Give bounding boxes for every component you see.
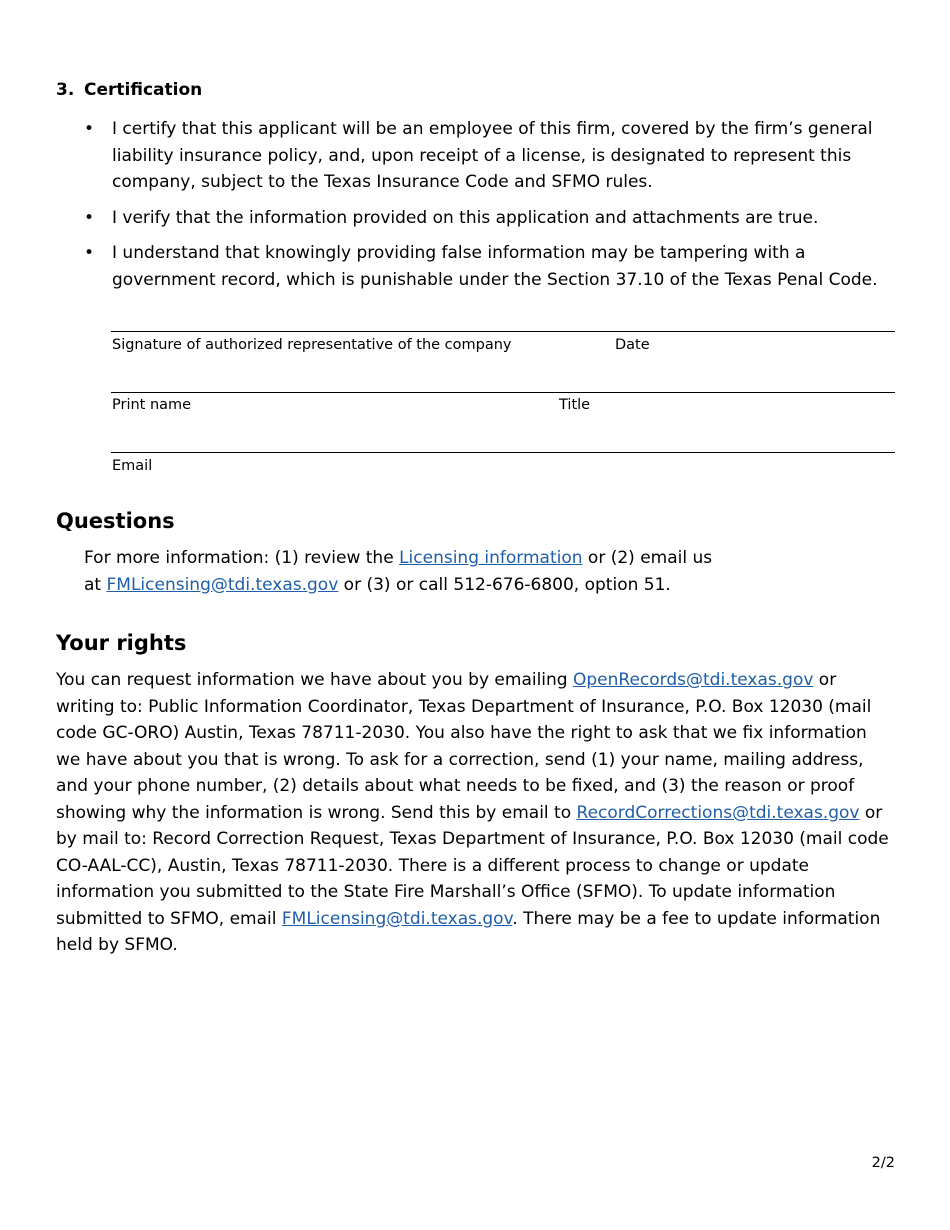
- title-label: Title: [559, 397, 591, 413]
- rights-paragraph: [56, 667, 896, 959]
- open-records-email-link[interactable]: OpenRecords@tdi.texas.gov: [573, 670, 814, 690]
- fm-licensing-email-link[interactable]: FMLicensing@tdi.texas.gov: [106, 574, 339, 595]
- bullet-icon: •: [84, 243, 95, 263]
- questions-paragraph: [84, 545, 724, 598]
- list-item: [56, 116, 896, 196]
- print-name-line[interactable]: [111, 392, 895, 393]
- list-item: [56, 240, 896, 293]
- list-item: [56, 205, 896, 232]
- licensing-information-link[interactable]: Licensing information: [399, 548, 583, 568]
- print-name-label: Print name: [112, 397, 192, 413]
- signature-label: Signature of authorized representative of the company: [112, 337, 512, 353]
- questions-text: or (3) or call 512-676-6800, option 51.: [338, 574, 671, 595]
- bullet-icon: •: [84, 207, 95, 228]
- page-number: 2/2: [871, 1155, 895, 1171]
- your-rights-heading: Your rights: [56, 631, 187, 655]
- record-corrections-email-link[interactable]: RecordCorrections@tdi.texas.gov: [576, 802, 860, 823]
- list-item-text: I verify that the information provided on this application and attachments are true.: [112, 207, 819, 228]
- questions-heading: Questions: [56, 509, 175, 533]
- rights-text: or writing to: Public Information Coordinator, Texas Department of Insurance, P.O. Box 12030 (mail code GC-ORO) Austin, Texas 78711-2030. You also have the right to ask that we fix information we have about you that is wrong. To ask for a correction, send (1) your name, mailing address, and your phone number, (2) details about what needs to be fixed, and (3) the reason or proof showing why the information is wrong. Send this by email to: [56, 670, 872, 823]
- fm-licensing-email-link[interactable]: FMLicensing@tdi.texas.gov: [281, 908, 513, 929]
- rights-text: You can request information we have about you by emailing: [56, 670, 573, 690]
- date-label: Date: [615, 337, 650, 353]
- certification-list: [56, 116, 896, 302]
- bullet-icon: •: [84, 119, 95, 139]
- rights-text: or by mail to: Record Correction Request, Texas Department of Insurance, P.O. Box 12030 (mail code CO-AAL-CC), Austin, Texas 78711-2030. There is a different process to change or update information you submitted to the State Fire Marshall’s Office (SFMO). To update information submitted to SFMO, email: [56, 802, 889, 929]
- email-label: Email: [112, 458, 153, 474]
- list-item-text: I understand that knowingly providing false information may be tampering with a government record, which is punishable under the Section 37.10 of the Texas Penal Code.: [112, 243, 878, 290]
- section-title: Certification: [84, 80, 203, 100]
- signature-line[interactable]: [111, 331, 895, 332]
- section-number: 3.: [56, 80, 75, 100]
- rights-text: . There may be a fee to update information held by SFMO.: [56, 908, 881, 955]
- list-item-text: I certify that this applicant will be an employee of this firm, covered by the firm’s general liability insurance policy, and, upon receipt of a license, is designated to represent this company, subject to the Texas Insurance Code and SFMO rules.: [112, 119, 873, 192]
- questions-text: or (2) email us at: [84, 548, 713, 595]
- questions-text: For more information: (1) review the: [84, 548, 400, 568]
- email-line[interactable]: [111, 452, 895, 453]
- certification-heading: [56, 78, 202, 102]
